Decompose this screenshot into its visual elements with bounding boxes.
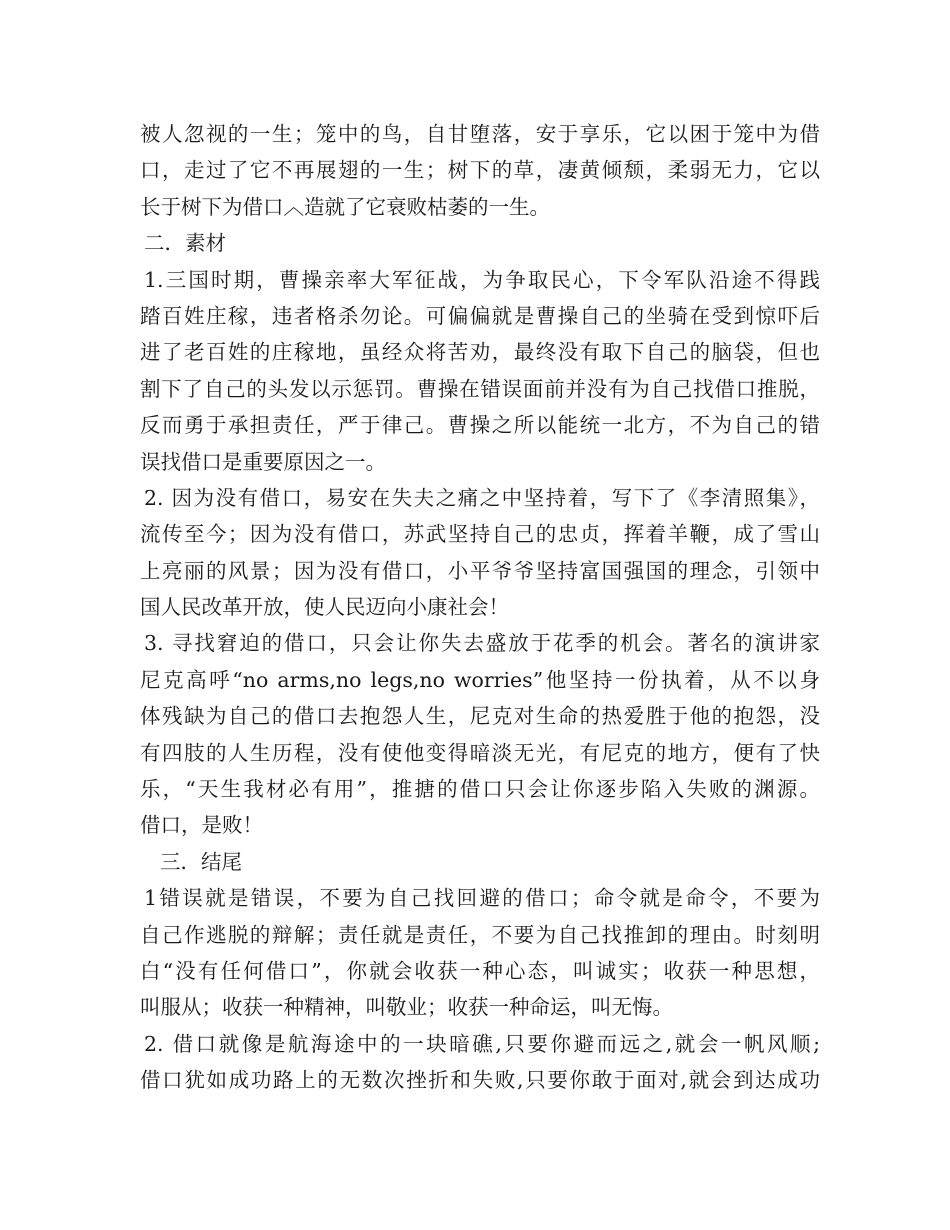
section-heading: 三．结尾 bbox=[160, 849, 242, 874]
text-line: 1错误就是错误，不要为自己找回避的借口；命令就是命令，不要为 bbox=[144, 886, 820, 911]
text-line: 口，走过了它不再展翅的一生；树下的草，凄黄倾颓，柔弱无力，它以 bbox=[140, 158, 820, 183]
text-line: 流传至今；因为没有借口，苏武坚持自己的忠贞，挥着羊鞭，成了雪山 bbox=[140, 522, 820, 547]
text-line: 反而勇于承担责任，严于律己。曹操之所以能统一北方，不为自己的错 bbox=[140, 413, 820, 438]
text-line: 被人忽视的一生；笼中的鸟，自甘堕落，安于享乐，它以困于笼中为借 bbox=[140, 122, 820, 146]
section-heading: 二．素材 bbox=[144, 231, 226, 256]
text-line: 叫服从；收获一种精神，叫敬业；收获一种命运，叫无悔。 bbox=[140, 995, 673, 1020]
text-line: 尼克高呼“no arms,no legs,no worries”他坚持一份执着，从不以身 bbox=[140, 667, 820, 692]
text-line: 借口犹如成功路上的无数次挫折和失败,只要你敢于面对,就会到达成功 bbox=[140, 1068, 820, 1093]
text-line: 1.三国时期，曹操亲率大军征战，为争取民心，下令军队沿途不得践 bbox=[144, 267, 820, 292]
text-line: 长于树下为借口︿造就了它衰败枯萎的一生。 bbox=[140, 194, 550, 219]
text-line: 踏百姓庄稼，违者格杀勿论。可偏偏就是曹操自己的坐骑在受到惊吓后 bbox=[140, 303, 820, 328]
text-line: 乐，“天生我材必有用”，推搪的借口只会让你逐步陷入失败的渊源。 bbox=[140, 777, 820, 802]
text-line: 2. 因为没有借口，易安在失夫之痛之中坚持着，写下了《李清照集》， bbox=[144, 485, 820, 510]
text-line: 进了老百姓的庄稼地，虽经众将苦劝，最终没有取下自己的脑袋，但也 bbox=[140, 340, 820, 365]
text-line: 2. 借口就像是航海途中的一块暗礁,只要你避而远之,就会一帆风顺; bbox=[144, 1031, 820, 1056]
text-line: 体残缺为自己的借口去抱怨人生，尼克对生命的热爱胜于他的抱怨，没 bbox=[140, 704, 820, 729]
text-line: 国人民改革开放，使人民迈向小康社会！ bbox=[140, 595, 509, 620]
text-line: 误找借口是重要原因之一。 bbox=[140, 449, 386, 474]
text-line: 有四肢的人生历程，没有使他变得暗淡无光，有尼克的地方，便有了快 bbox=[140, 740, 820, 765]
document-body bbox=[140, 116, 820, 1099]
text-line: 借口，是败！ bbox=[140, 813, 263, 838]
text-line: 自己作逃脱的辩解；责任就是责任，不要为自己找推卸的理由。时刻明 bbox=[140, 922, 820, 947]
text-line: 3. 寻找窘迫的借口，只会让你失去盛放于花季的机会。著名的演讲家 bbox=[144, 631, 820, 656]
text-line: 割下了自己的头发以示惩罚。曹操在错误面前并没有为自己找借口推脱， bbox=[140, 376, 820, 401]
text-line: 白“没有任何借口”，你就会收获一种心态，叫诚实；收获一种思想， bbox=[140, 958, 820, 983]
text-line: 上亮丽的风景；因为没有借口，小平爷爷坚持富国强国的理念，引领中 bbox=[140, 558, 820, 583]
